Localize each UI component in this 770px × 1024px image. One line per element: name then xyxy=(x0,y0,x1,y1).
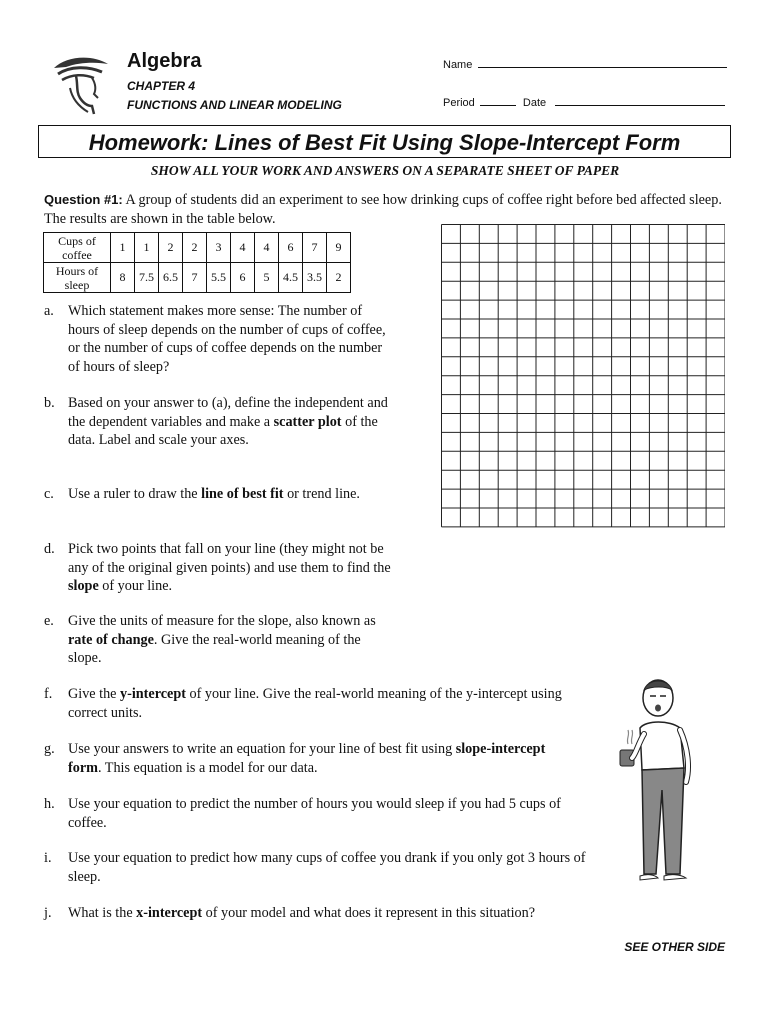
question-text: A group of students did an experiment to see how drinking cups of coffee right before bed affected sleep. The results are shown in the table below. xyxy=(44,192,722,227)
table-cell: 5.5 xyxy=(207,263,231,293)
table-cell: 8 xyxy=(111,263,135,293)
title-box xyxy=(38,125,731,158)
question-j xyxy=(44,904,644,923)
question-f xyxy=(44,685,594,722)
data-table xyxy=(43,232,351,293)
spartan-helmet-logo xyxy=(52,54,110,116)
table-cell: 2 xyxy=(183,233,207,263)
period-blank[interactable] xyxy=(480,95,516,106)
see-other-side: SEE OTHER SIDE xyxy=(624,940,725,954)
period-label: Period xyxy=(443,97,475,109)
question-c xyxy=(44,485,394,504)
table-cell: 4 xyxy=(231,233,255,263)
question-text: Based on your answer to (a), define the independent and the dependent variables and make a scatter plot of the data. Label and scale your axes. xyxy=(68,395,388,448)
question-b xyxy=(44,394,394,450)
name-blank[interactable] xyxy=(478,57,727,68)
period-date-field[interactable] xyxy=(443,95,725,109)
question-letter: f. xyxy=(44,686,53,702)
question-letter: e. xyxy=(44,613,54,629)
table-cell: 6 xyxy=(279,233,303,263)
table-cell: 7 xyxy=(303,233,327,263)
row-header-cups: Cups of coffee xyxy=(44,233,111,263)
question-label: Question #1: xyxy=(44,192,123,207)
question-letter: c. xyxy=(44,486,54,502)
question-letter: j. xyxy=(44,905,52,921)
table-cell: 6.5 xyxy=(159,263,183,293)
table-cell: 4.5 xyxy=(279,263,303,293)
question-d xyxy=(44,540,394,596)
question-letter: b. xyxy=(44,395,55,411)
name-label: Name xyxy=(443,59,473,71)
question-g xyxy=(44,740,564,777)
date-label: Date xyxy=(522,97,547,109)
question-text: Use a ruler to draw the line of best fit or trend line. xyxy=(68,486,360,502)
table-cell: 2 xyxy=(327,263,351,293)
table-cell: 5 xyxy=(255,263,279,293)
name-field[interactable] xyxy=(443,57,727,71)
question-text: Pick two points that fall on your line (they might not be any of the original given points) and use them to find the slope of your line. xyxy=(68,541,391,594)
date-blank[interactable] xyxy=(555,95,725,106)
chapter-title: FUNCTIONS AND LINEAR MODELING xyxy=(127,98,342,112)
chapter-number: CHAPTER 4 xyxy=(127,79,196,93)
question-a xyxy=(44,302,394,376)
table-cell: 3.5 xyxy=(303,263,327,293)
graph-paper-grid[interactable] xyxy=(441,224,725,528)
row-header-hours: Hours of sleep xyxy=(44,263,111,293)
table-row-hours xyxy=(44,263,351,293)
table-cell: 7 xyxy=(183,263,207,293)
question-h xyxy=(44,795,589,832)
question-letter: a. xyxy=(44,303,54,319)
question-text: Use your equation to predict the number of hours you would sleep if you had 5 cups of coffee. xyxy=(68,796,561,831)
table-cell: 1 xyxy=(111,233,135,263)
question-letter: d. xyxy=(44,541,55,557)
question-text: Use your answers to write an equation for your line of best fit using slope-intercept form. This equation is a model for our data. xyxy=(68,741,546,776)
question-letter: g. xyxy=(44,741,55,757)
question-letter: h. xyxy=(44,796,55,812)
table-cell: 4 xyxy=(255,233,279,263)
instruction-text: SHOW ALL YOUR WORK AND ANSWERS ON A SEPARATE SHEET OF PAPER xyxy=(150,163,620,178)
table-cell: 6 xyxy=(231,263,255,293)
question-text: Give the units of measure for the slope, also known as rate of change. Give the real-world meaning of the slope. xyxy=(68,613,376,666)
page-title: Homework: Lines of Best Fit Using Slope-Intercept Form xyxy=(88,130,681,155)
question-text: Which statement makes more sense: The number of hours of sleep depends on the number of cups of coffee, or the number of cups of coffee depends on the number of hours of sleep? xyxy=(68,303,386,375)
course-title: Algebra xyxy=(127,50,202,72)
table-row-cups xyxy=(44,233,351,263)
question-text: Use your equation to predict how many cups of coffee you drank if you only got 3 hours of sleep. xyxy=(68,850,586,885)
question-i xyxy=(44,849,599,886)
table-cell: 2 xyxy=(159,233,183,263)
table-cell: 1 xyxy=(135,233,159,263)
table-cell: 3 xyxy=(207,233,231,263)
tired-person-illustration xyxy=(610,678,702,888)
question-e xyxy=(44,612,394,668)
question-text: What is the x-intercept of your model and what does it represent in this situation? xyxy=(68,905,536,921)
question-text: Give the y-intercept of your line. Give the real-world meaning of the y-intercept using correct units. xyxy=(68,686,562,721)
table-cell: 7.5 xyxy=(135,263,159,293)
table-cell: 9 xyxy=(327,233,351,263)
question-letter: i. xyxy=(44,850,52,866)
